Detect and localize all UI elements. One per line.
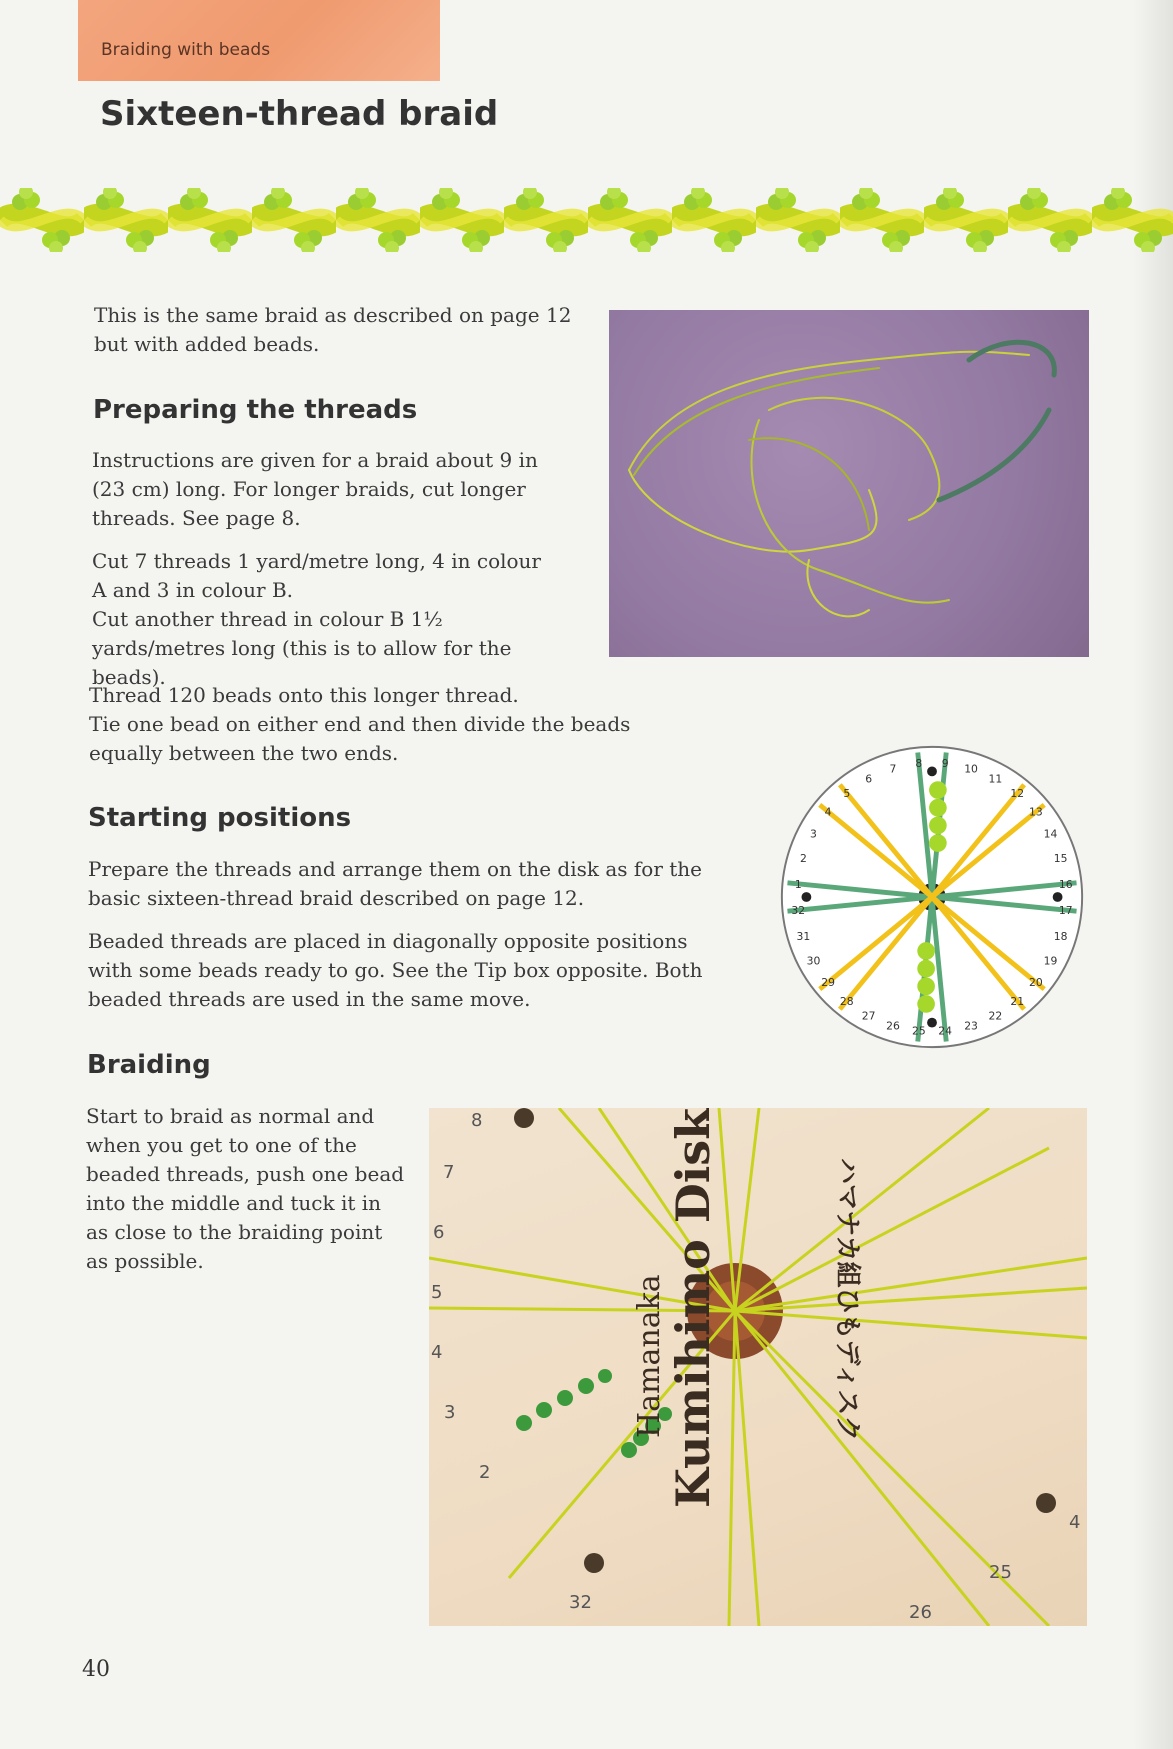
disk-slot-1: 1 [794, 877, 802, 891]
photo-number-3: 3 [444, 1402, 456, 1423]
intro-text [94, 301, 594, 373]
braiding-disk-photo [429, 1108, 1087, 1626]
disk-slot-21: 21 [1010, 994, 1025, 1008]
disk-brand-line-1: Hamanaka [632, 1274, 667, 1438]
photo-thread-8 [735, 1288, 1087, 1311]
photo-number-32: 32 [569, 1592, 592, 1613]
preparing-paragraph-3a: Thread 120 beads onto this longer thread. [89, 683, 519, 707]
braiding-text [86, 1102, 406, 1290]
disk-slot-30: 30 [806, 954, 821, 968]
disk-slot-6: 6 [865, 772, 873, 786]
page-number: 40 [82, 1657, 110, 1682]
disk-slot-18: 18 [1053, 929, 1068, 943]
photo-number-4: 4 [431, 1342, 443, 1363]
disk-slot-26: 26 [886, 1019, 900, 1033]
preparing-paragraph-3b: Tie one bead on either end and then divide the beads equally between the two ends. [89, 712, 631, 765]
disk-slot-14: 14 [1043, 827, 1058, 841]
intro-paragraph: This is the same braid as described on page 12 but with added beads. [94, 303, 572, 356]
disk-slot-12: 12 [1010, 787, 1025, 801]
disk-slot-9: 9 [941, 757, 949, 771]
disk-slot-19: 19 [1043, 954, 1058, 968]
photo-number-4-right: 4 [1069, 1512, 1081, 1533]
disk-slot-8: 8 [915, 757, 923, 771]
disk-slot-13: 13 [1029, 805, 1043, 819]
disk-slot-11: 11 [988, 772, 1003, 786]
photo-number-2: 2 [479, 1462, 491, 1483]
disk-slot-7: 7 [889, 762, 897, 776]
photo-thread-12 [735, 1311, 759, 1626]
disk-setup-diagram [775, 740, 1089, 1054]
starting-paragraph-2: Beaded threads are placed in diagonally opposite positions with some beads ready to go. See the Tip box opposite. Both beaded threads are used in the same move. [88, 929, 703, 1011]
disk-slot-32: 32 [791, 904, 806, 918]
photo-number-25: 25 [989, 1562, 1012, 1583]
disk-slot-10: 10 [964, 762, 978, 776]
disk-slot-3: 3 [810, 827, 817, 841]
section-header-tab [78, 0, 440, 81]
braiding-paragraph-1: Start to braid as normal and when you get to one of the beaded threads, push one bead into the middle and tuck it in as close to the braiding point as possible. [86, 1104, 405, 1273]
photo-number-6: 6 [433, 1222, 445, 1243]
starting-paragraph-1: Prepare the threads and arrange them on the disk as for the basic sixteen-thread braid described on page 12. [88, 857, 702, 910]
photo-number-5: 5 [431, 1282, 443, 1303]
preparing-paragraph-1: Instructions are given for a braid about 9 in (23 cm) long. For longer braids, cut longer threads. See page 8. [92, 448, 538, 530]
page-title: Sixteen-thread braid [100, 94, 499, 134]
disk-slot-28: 28 [839, 994, 854, 1008]
disk-brand-line-2: Kumihimo Disk [666, 1108, 720, 1508]
disk-slot-15: 15 [1053, 851, 1068, 865]
disk-slot-29: 29 [821, 976, 835, 990]
photo-thread-9 [735, 1311, 1087, 1338]
page-edge-shadow [1133, 0, 1173, 1749]
preparing-text [92, 446, 552, 706]
heading-braiding: Braiding [87, 1050, 211, 1080]
beaded-braid-image [0, 180, 1173, 260]
disk-slot-2: 2 [799, 851, 807, 865]
disk-slot-27: 27 [861, 1009, 876, 1023]
photo-number-26: 26 [909, 1602, 932, 1623]
cut-threads-photo [609, 310, 1089, 657]
preparing-paragraph-2b: Cut another thread in colour B 1½ yards/metres long (this is to allow for the beads). [92, 607, 512, 689]
disk-slot-31: 31 [796, 929, 811, 943]
preparing-beads-text [89, 681, 709, 782]
disk-slot-4: 4 [824, 805, 832, 819]
disk-slot-17: 17 [1058, 904, 1073, 918]
disk-slot-5: 5 [843, 787, 851, 801]
disk-brand-japanese: ハマナカ組ひもディスク [832, 1158, 862, 1442]
photo-number-7: 7 [443, 1162, 455, 1183]
disk-slot-22: 22 [988, 1009, 1003, 1023]
starting-text [88, 855, 738, 1028]
preparing-paragraph-2a: Cut 7 threads 1 yard/metre long, 4 in colour A and 3 in colour B. [92, 549, 541, 602]
disk-slot-16: 16 [1058, 877, 1073, 891]
disk-slot-20: 20 [1029, 976, 1043, 990]
disk-slot-24: 24 [938, 1024, 953, 1038]
photo-number-8: 8 [471, 1110, 483, 1131]
section-header-label: Braiding with beads [101, 40, 271, 60]
heading-preparing: Preparing the threads [93, 395, 418, 425]
disk-slot-23: 23 [964, 1019, 978, 1033]
disk-slot-25: 25 [911, 1024, 926, 1038]
heading-starting: Starting positions [88, 803, 352, 833]
